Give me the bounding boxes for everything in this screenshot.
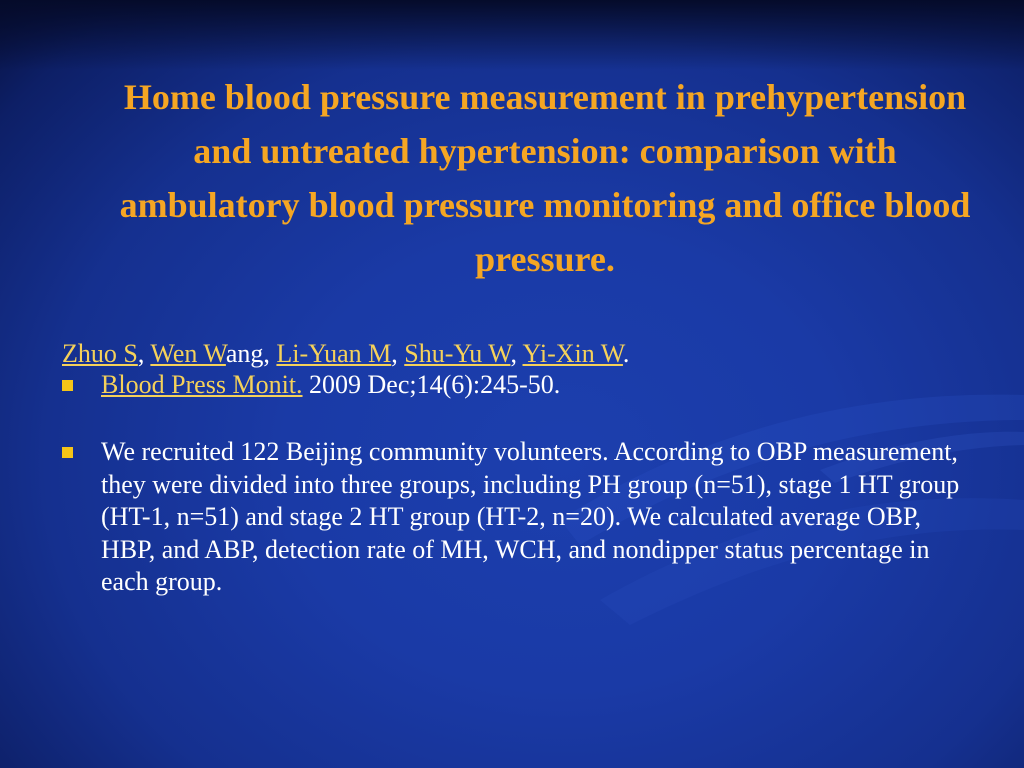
author-separator: , [510,339,523,368]
top-shade [0,0,1024,70]
citation-text [101,369,972,400]
square-bullet-icon [62,380,73,391]
citation-details: 2009 Dec;14(6):245-50. [302,370,561,399]
slide-title: Home blood pressure measurement in prehypertension and untreated hypertension: comparison with ambulatory blood pressure monitoring and office blood pressure. [119,77,971,279]
author-list [62,338,972,369]
author-link-shu-yu-w[interactable]: Shu-Yu W [404,339,511,368]
author-separator: . [622,339,630,368]
spacer [62,400,972,436]
author-separator: ang, [225,339,277,368]
author-link-wen-w[interactable]: Wen W [150,339,226,368]
square-bullet-icon [62,447,73,458]
journal-link[interactable]: Blood Press Monit. [101,370,303,399]
slide-content [62,338,972,599]
abstract-text: We recruited 122 Beijing community volunteers. According to OBP measurement, they were divided into three groups, including PH group (n=51), stage 1 HT group (HT-1, n=51) and stage 2 HT group (HT-2, n=20). We calculated average OBP, HBP, and ABP, detection rate of MH, WCH, and nondipper status percentage in each group. [101,437,960,596]
author-link-zhuo-s[interactable]: Zhuo S [62,339,138,368]
author-link-li-yuan-m[interactable]: Li-Yuan M [276,339,392,368]
abstract-bullet [62,436,972,599]
author-separator: , [137,339,151,368]
author-separator: , [391,339,405,368]
citation-bullet [62,369,972,400]
author-link-yi-xin-w[interactable]: Yi-Xin W [522,339,623,368]
